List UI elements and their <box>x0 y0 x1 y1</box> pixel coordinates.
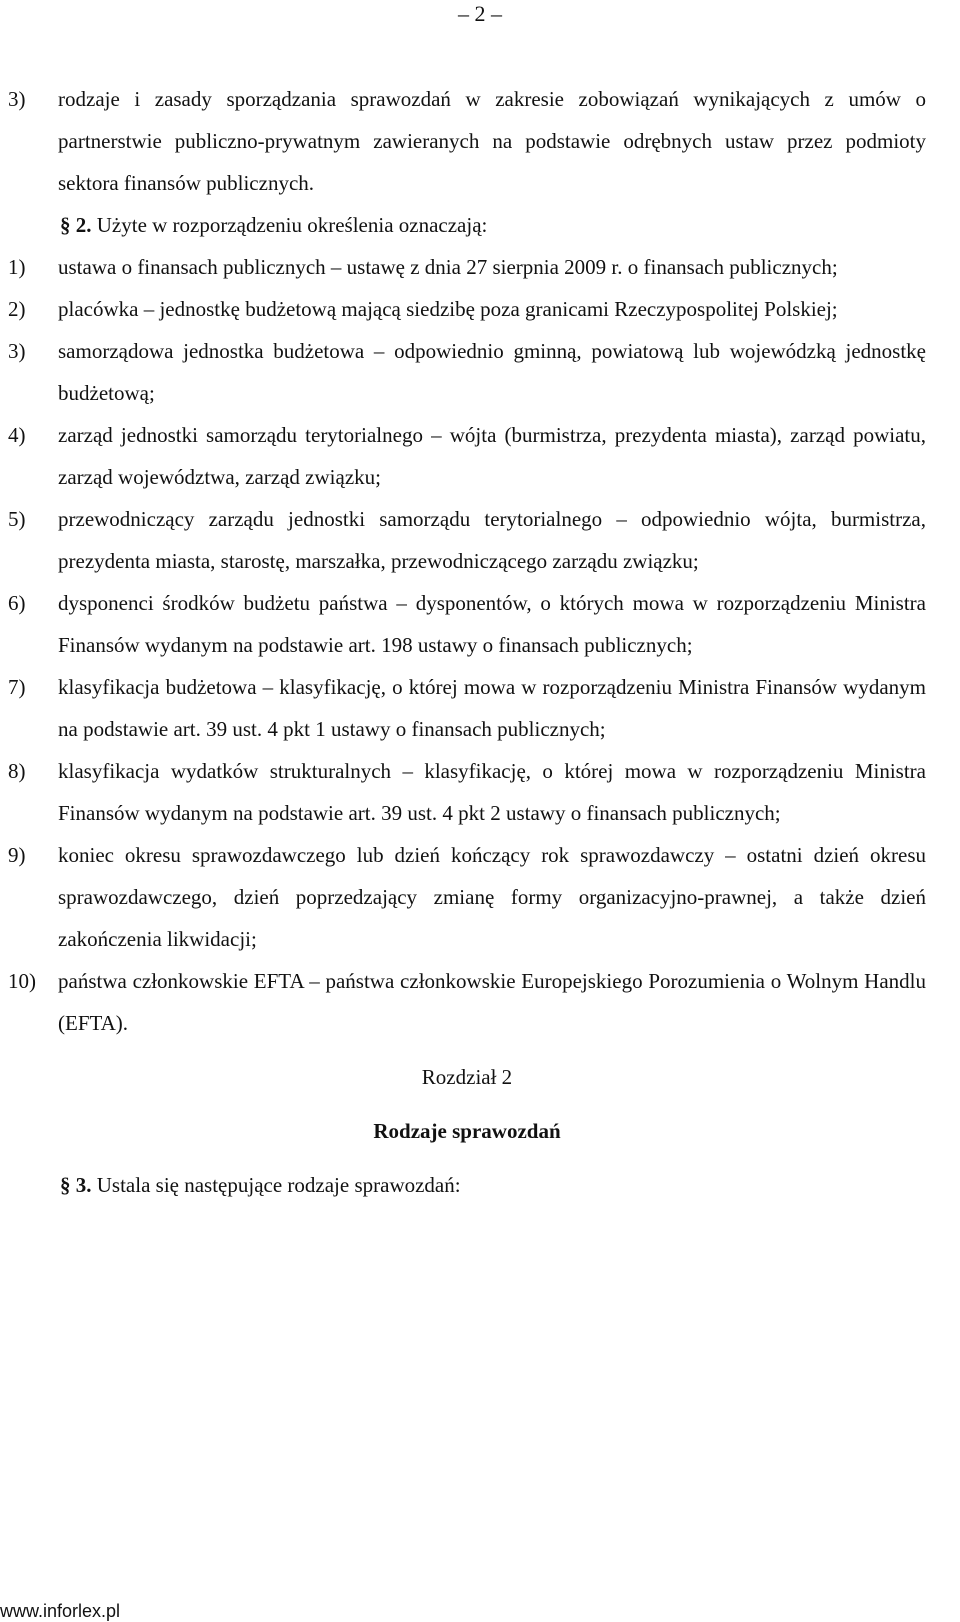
page-number: – 2 – <box>458 1 502 26</box>
definition-item <box>8 960 926 1044</box>
definition-item <box>8 246 926 288</box>
list-number: 3) <box>8 87 26 111</box>
definition-item <box>8 666 926 750</box>
list-text: przewodniczący zarządu jednostki samorządu terytorialnego – odpowiednio wójta, burmistrza, prezydenta miasta, starostę, marszałka, przewodniczącego zarządu związku; <box>58 507 926 573</box>
definition-item <box>8 498 926 582</box>
definition-item <box>8 414 926 498</box>
section-symbol: § <box>60 213 71 237</box>
definition-item <box>8 750 926 834</box>
list-number: 5) <box>8 507 26 531</box>
section-symbol: § <box>60 1173 71 1197</box>
list-text: dysponenci środków budżetu państwa – dysponentów, o których mowa w rozporządzeniu Ministra Finansów wydanym na podstawie art. 198 ustawy o finansach publicznych; <box>58 591 926 657</box>
list-text: samorządowa jednostka budżetowa – odpowiednio gminną, powiatową lub wojewódzką jednostkę budżetową; <box>58 339 926 405</box>
list-text: rodzaje i zasady sporządzania sprawozdań w zakresie zobowiązań wynikających z umów o partnerstwie publiczno-prywatnym zawieranych na podstawie odrębnych ustaw przez podmioty sektora finansów publicznych. <box>58 87 926 195</box>
list-text: placówka – jednostkę budżetową mającą siedzibę poza granicami Rzeczypospolitej Polskiej; <box>58 297 838 321</box>
chapter-label: Rozdział 2 <box>421 1065 513 1089</box>
chapter-title: Rodzaje sprawozdań <box>373 1119 561 1143</box>
list-number: 6) <box>8 591 26 615</box>
list-number: 7) <box>8 675 26 699</box>
list-text: koniec okresu sprawozdawczego lub dzień kończący rok sprawozdawczy – ostatni dzień okresu sprawozdawczego, dzień poprzedzający zmianę formy organizacyjno-prawnej, a także dzień zakończenia likwidacji; <box>58 843 926 951</box>
definition-item <box>8 288 926 330</box>
document-body <box>8 78 926 1206</box>
section-text: Użyte w rozporządzeniu określenia oznaczają: <box>91 213 488 237</box>
list-number: 10) <box>8 969 36 993</box>
list-text: zarząd jednostki samorządu terytorialnego – wójta (burmistrza, prezydenta miasta), zarząd powiatu, zarząd województwa, zarząd związku; <box>58 423 926 489</box>
list-number: 8) <box>8 759 26 783</box>
list-number: 2) <box>8 297 26 321</box>
list-number: 9) <box>8 843 26 867</box>
list-number: 4) <box>8 423 26 447</box>
section-number: 2. <box>75 213 92 237</box>
paragraph-2 <box>8 204 926 246</box>
list-number: 3) <box>8 339 26 363</box>
list-text: klasyfikacja wydatków strukturalnych – klasyfikację, o której mowa w rozporządzeniu Ministra Finansów wydanym na podstawie art. 39 ust. 4 pkt 2 ustawy o finansach publicznych; <box>58 759 926 825</box>
list-number: 1) <box>8 255 26 279</box>
definition-item <box>8 834 926 960</box>
section-number: 3. <box>75 1173 92 1197</box>
list-text: klasyfikacja budżetowa – klasyfikację, o której mowa w rozporządzeniu Ministra Finansów wydanym na podstawie art. 39 ust. 4 pkt 1 ustawy o finansach publicznych; <box>58 675 926 741</box>
list-item-3 <box>8 78 926 204</box>
definition-item <box>8 582 926 666</box>
definition-item <box>8 330 926 414</box>
section-text: Ustala się następujące rodzaje sprawozdań: <box>91 1173 461 1197</box>
list-text: państwa członkowskie EFTA – państwa członkowskie Europejskiego Porozumienia o Wolnym Handlu (EFTA). <box>58 969 926 1035</box>
list-text: ustawa o finansach publicznych – ustawę z dnia 27 sierpnia 2009 r. o finansach publicznych; <box>58 255 838 279</box>
footer-website: www.inforlex.pl <box>0 1601 121 1621</box>
paragraph-3 <box>8 1164 926 1206</box>
